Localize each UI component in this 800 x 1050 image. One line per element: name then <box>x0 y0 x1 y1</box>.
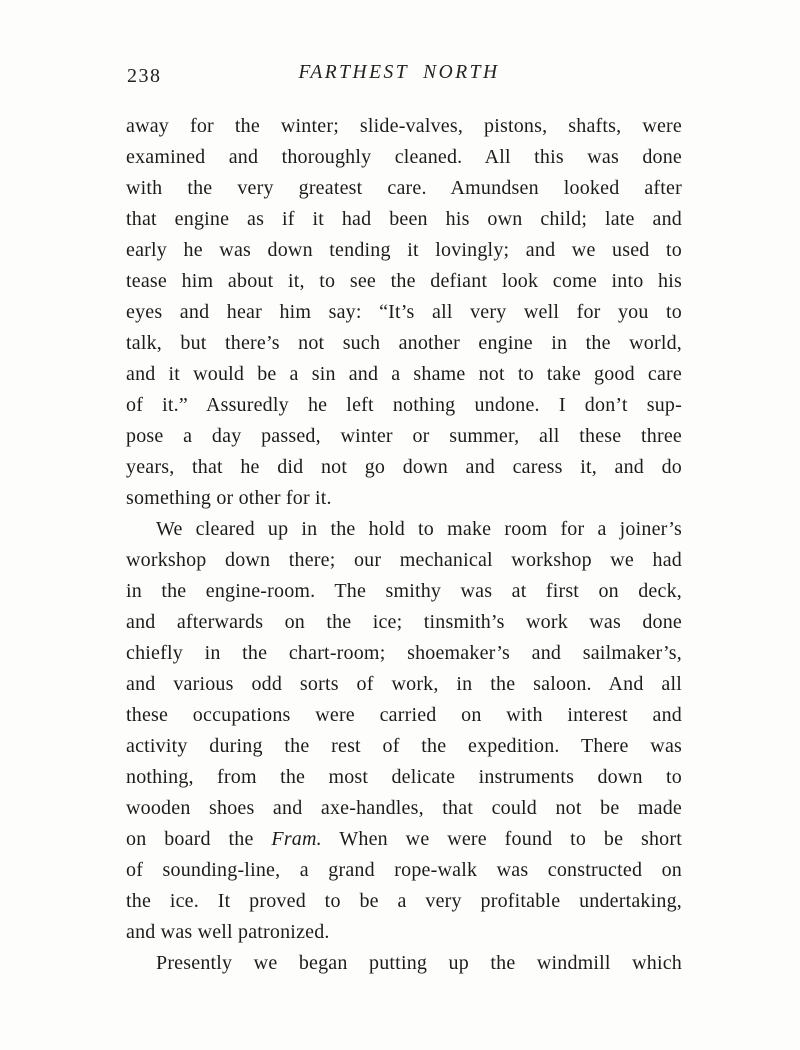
text-line-fram <box>126 824 682 855</box>
fram-line-post: When we were found to be short <box>321 828 682 850</box>
text-line: and was well patronized. <box>126 921 330 943</box>
text-line: away for the winter; slide-valves, pistons, shafts, were <box>126 115 682 137</box>
text-line: examined and thoroughly cleaned. All this was done <box>126 146 682 168</box>
text-line: nothing, from the most delicate instruments down to <box>126 766 682 788</box>
text-line: workshop down there; our mechanical workshop we had <box>126 549 682 571</box>
text-line: and various odd sorts of work, in the saloon. And all <box>126 673 682 695</box>
page-body <box>126 111 682 979</box>
paragraph-2 <box>126 514 682 948</box>
text-line: pose a day passed, winter or summer, all these three <box>126 425 682 447</box>
text-line: with the very greatest care. Amundsen looked after <box>126 177 682 199</box>
text-line: that engine as if it had been his own child; late and <box>126 208 682 230</box>
text-line: these occupations were carried on with interest and <box>126 704 682 726</box>
text-line: wooden shoes and axe-handles, that could not be made <box>126 797 682 819</box>
text-line: of it.” Assuredly he left nothing undone. I don’t sup- <box>126 394 682 416</box>
text-line: eyes and hear him say: “It’s all very well for you to <box>126 301 682 323</box>
text-line: talk, but there’s not such another engine in the world, <box>126 332 682 354</box>
text-line: the ice. It proved to be a very profitable undertaking, <box>126 890 682 912</box>
text-line: and it would be a sin and a shame not to take good care <box>126 363 682 385</box>
running-title: FARTHEST NORTH <box>298 62 500 83</box>
fram-line-pre: on board the <box>126 828 272 850</box>
ship-name-fram: Fram. <box>271 828 322 850</box>
text-line: activity during the rest of the expedition. There was <box>126 735 682 757</box>
text-line: something or other for it. <box>126 487 332 509</box>
text-line: of sounding-line, a grand rope-walk was constructed on <box>126 859 682 881</box>
text-line: in the engine-room. The smithy was at first on deck, <box>126 580 682 602</box>
text-line: tease him about it, to see the defiant look come into his <box>126 270 682 292</box>
text-line: years, that he did not go down and caress it, and do <box>126 456 682 478</box>
text-line: Presently we began putting up the windmill which <box>156 952 682 974</box>
paragraph-3 <box>126 948 682 979</box>
text-line: and afterwards on the ice; tinsmith’s work was done <box>126 611 682 633</box>
text-line: early he was down tending it lovingly; and we used to <box>126 239 682 261</box>
text-line: chiefly in the chart-room; shoemaker’s and sailmaker’s, <box>126 642 682 664</box>
paragraph-1 <box>126 111 682 514</box>
page-number: 238 <box>127 65 162 87</box>
running-head <box>126 62 682 90</box>
text-line: We cleared up in the hold to make room for a joiner’s <box>156 518 682 540</box>
